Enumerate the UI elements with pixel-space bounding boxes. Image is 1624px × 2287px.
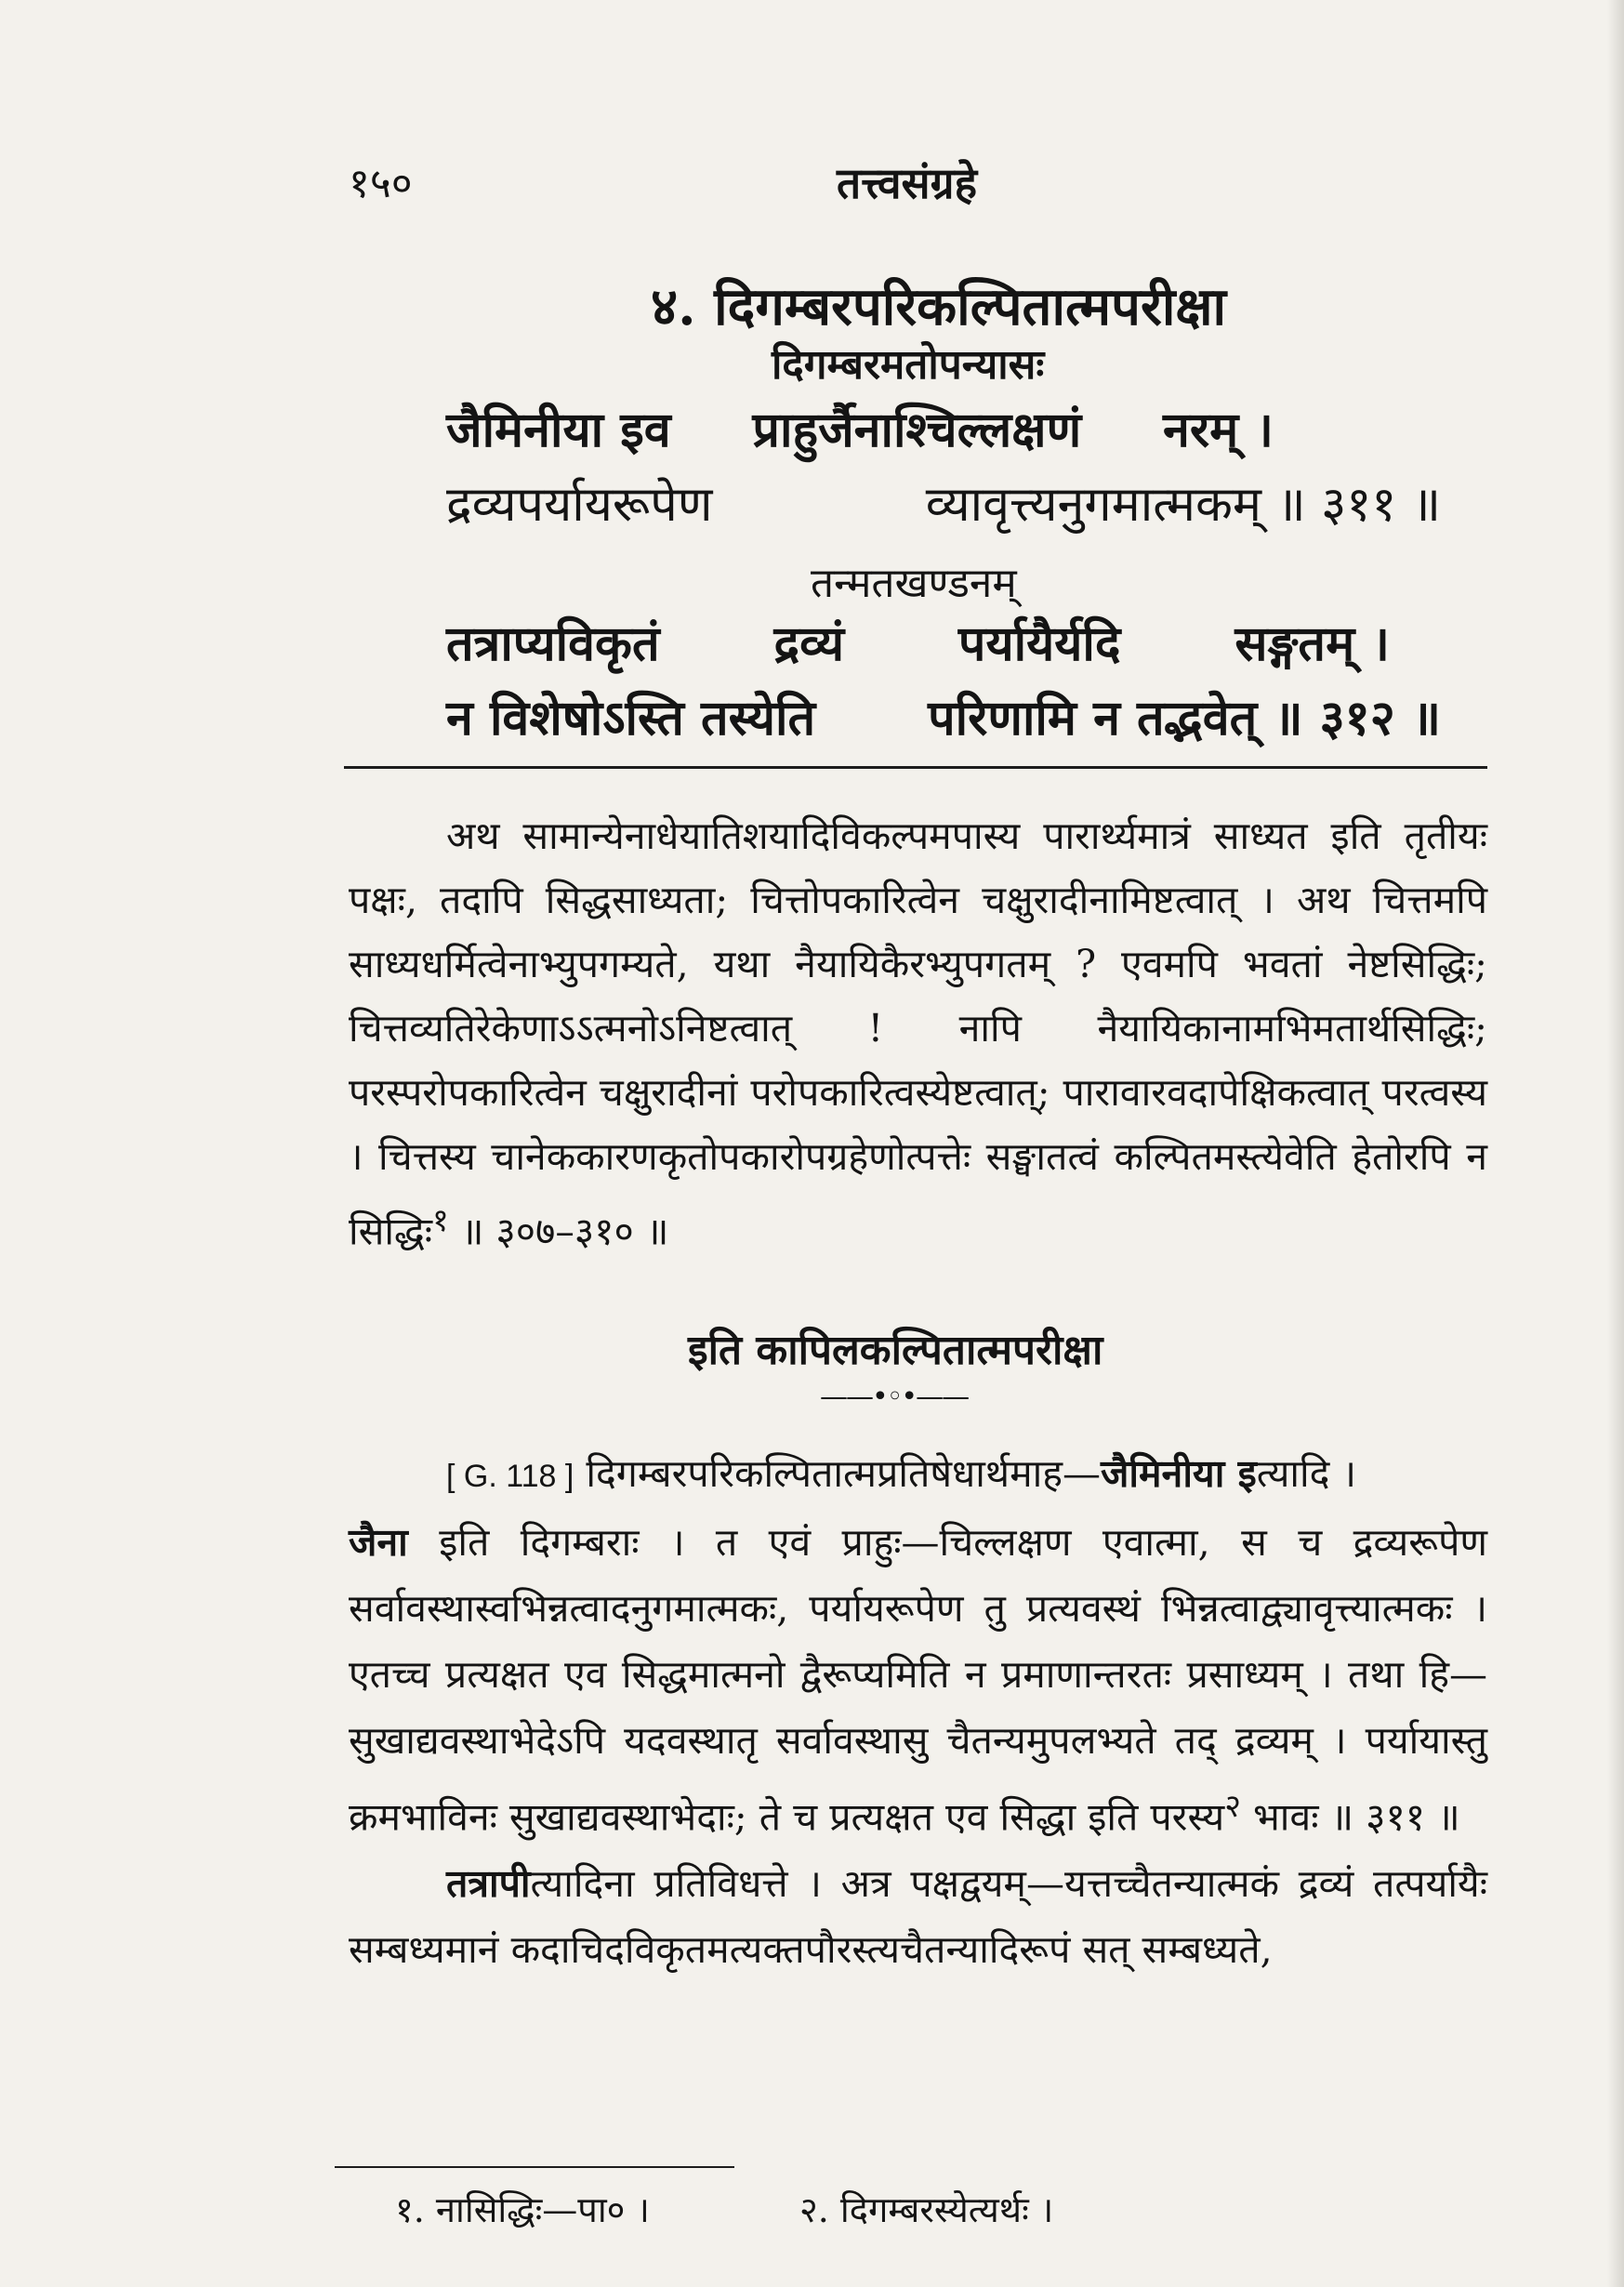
verse-word: न विशेषोऽस्ति तस्येति: [446, 690, 816, 747]
ornament-divider: ——•◦•——: [820, 1381, 969, 1413]
commentary-text: भावः ॥ ३११ ॥: [1240, 1794, 1460, 1840]
verse-word: सङ्गतम् ।: [1235, 615, 1390, 672]
commentary-paragraph-2: [349, 1510, 1487, 1851]
running-title: तत्त्वसंग्रहे: [837, 158, 978, 208]
verse-word: पर्यायैर्यदि: [957, 615, 1121, 672]
verse-subtitle-refutation: तन्मतखण्डनम्: [811, 560, 1017, 607]
verse-311-line-2: [446, 469, 1441, 535]
verse-word: द्रव्यं: [773, 615, 845, 672]
scan-edge: [1607, 0, 1624, 2287]
page-number: १५०: [349, 160, 413, 207]
previous-commentary-text: अथ सामान्येनाधेयातिशयादिविकल्पमपास्य पारार्थ्यमात्रं साध्यत इति तृतीयः पक्षः, तदापि सिद्धसाध्यता; चित्तोपकारित्वेन चक्षुरादीनामिष्टत्वात् । अथ चित्तमपि साध्यधर्मित्वेनाभ्युपगम्यते, यथा नैयायिकैरभ्युपगतम् ? एवमपि भवतां नेष्टसिद्धिः; चित्तव्यतिरेकेणाऽऽत्मनोऽनिष्टत्वात् ! नापि नैयायिकानामभिमतार्थसिद्धिः; परस्परोपकारित्वेन चक्षुरादीनां परोपकारित्वस्येष्टत्वात्; पारावारवदापेक्षिकत्वात् परत्वस्य । चित्तस्य चानेककारणकृतोपकारोपग्रहेणोत्पत्तेः सङ्घातत्वं कल्पितमस्त्येवेति हेतोरपि न सिद्धिः: [349, 813, 1487, 1254]
commentary-text: त्यादि ।: [1256, 1451, 1357, 1496]
commentary-keyword: तत्रापी: [446, 1860, 531, 1906]
verse-311-line-1: [446, 395, 1274, 461]
footnote-2: २. दिगम्बरस्येत्यर्थः ।: [799, 2189, 1054, 2230]
commentary-paragraph-1: [349, 1441, 1487, 1510]
previous-commentary-paragraph: [349, 804, 1487, 1264]
verse-divider-rule: [344, 766, 1487, 769]
footnote-marker: १: [432, 1202, 449, 1239]
verse-word: तत्राप्यविकृतं: [446, 615, 660, 672]
verse-reference: ॥ ३०७–३१० ॥: [460, 1209, 669, 1254]
verse-word: नरम् ।: [1162, 402, 1274, 458]
source-reference: [ G. 118 ]: [446, 1459, 574, 1494]
previous-commentary: [349, 804, 1487, 1264]
verse-word: प्राहुर्जैनाश्चिल्लक्षणं: [752, 402, 1082, 458]
commentary-text: त्यादिना प्रतिविधत्ते । अत्र पक्षद्वयम्—यत्तच्चैतन्यात्मकं द्रव्यं तत्पर्यायैः सम्बध्यमानं कदाचिदविकृतमत्यक्तपौरस्त्यचैतन्यादिरूपं सत् सम्बध्यते,: [349, 1860, 1487, 1972]
verse-word: जैमिनीया इव: [446, 402, 671, 458]
verse-word: परिणामि न तद्भवेत् ॥ ३१२ ॥: [928, 690, 1441, 747]
commentary-keyword: जैमिनीया इ: [1101, 1451, 1257, 1496]
verse-312-line-1: [446, 609, 1390, 675]
commentary-text: दिगम्बरपरिकल्पितात्मप्रतिषेधार्थमाह—: [586, 1451, 1101, 1496]
footnote-1: १. नासिद्धिः—पा० ।: [395, 2189, 650, 2230]
commentary-keyword: जैना: [349, 1520, 408, 1565]
chapter-colophon: इति कापिलकल्पितात्मपरीक्षा: [688, 1327, 1103, 1374]
verse-word: द्रव्यपर्यायरूपेण: [446, 477, 713, 533]
footnote-divider-rule: [335, 2166, 734, 2168]
commentary: [349, 1441, 1487, 1983]
verse-312-line-2: [446, 683, 1441, 749]
verse-subtitle-exposition: दिगम्बरमतोपन्यासः: [772, 341, 1045, 389]
footnote-marker: २: [1224, 1788, 1241, 1825]
commentary-text: इति दिगम्बराः । त एवं प्राहुः—चिल्लक्षण एवात्मा, स च द्रव्यरूपेण सर्वावस्थास्वभिन्नत्वादनुगमात्मकः, पर्यायरूपेण तु प्रत्यवस्थं भिन्नत्वाद्व्यावृत्त्यात्मकः । एतच्च प्रत्यक्षत एव सिद्धमात्मनो द्वैरूप्यमिति न प्रमाणान्तरतः प्रसाध्यम् । तथा हि—सुखाद्यवस्थाभेदेऽपि यदवस्थातृ सर्वावस्थासु चैतन्यमुपलभ्यते तद् द्रव्यम् । पर्यायास्तु क्रमभाविनः सुखाद्यवस्थाभेदाः; ते च प्रत्यक्षत एव सिद्धा इति परस्य: [349, 1520, 1487, 1840]
section-title: ४. दिगम्बरपरिकल्पितात्मपरीक्षा: [651, 276, 1227, 337]
commentary-paragraph-3: [349, 1851, 1487, 1983]
verse-word: व्यावृत्त्यनुगमात्मकम् ॥ ३११ ॥: [925, 477, 1441, 533]
